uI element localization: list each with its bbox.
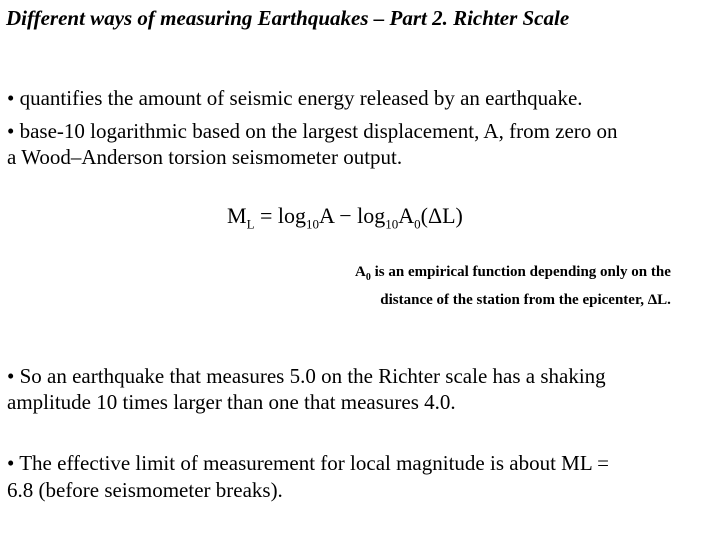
slide-title: Different ways of measuring Earthquakes – Part 2. Richter Scale <box>6 6 570 30</box>
formula-m: M <box>227 203 247 228</box>
note-a-sub: 0 <box>365 272 371 283</box>
bullet-3-line-2: amplitude 10 times larger than one that measures 4.0. <box>7 390 456 414</box>
bullet-1: • quantifies the amount of seismic energy released by an earthquake. <box>7 86 583 110</box>
bullet-3-line-1: • So an earthquake that measures 5.0 on the Richter scale has a shaking <box>7 364 606 388</box>
note-line-1-text: is an empirical function depending only on the <box>370 264 671 280</box>
formula-note <box>355 261 671 311</box>
formula-a: A − log <box>319 203 386 228</box>
formula-a0-sub: 0 <box>414 216 421 232</box>
note-a: A <box>355 264 366 280</box>
bullet-4-line-2: 6.8 (before seismometer breaks). <box>7 478 283 502</box>
bullet-2-line-2: a Wood–Anderson torsion seismometer output. <box>7 145 403 169</box>
note-line-2: distance of the station from the epicenter, ΔL. <box>380 292 671 308</box>
note-line-1 <box>355 261 671 289</box>
formula-a0: A <box>398 203 415 228</box>
formula-sub2: 10 <box>385 216 399 232</box>
formula-sub1: 10 <box>306 216 320 232</box>
bullet-4-line-1: • The effective limit of measurement for local magnitude is about ML = <box>7 451 609 475</box>
formula-tail: (ΔL) <box>420 203 463 228</box>
formula-m-sub: L <box>246 216 255 232</box>
formula-eq: = log <box>254 203 307 228</box>
bullet-2-line-1: • base-10 logarithmic based on the largest displacement, A, from zero on <box>7 119 618 143</box>
richter-formula <box>227 203 463 232</box>
